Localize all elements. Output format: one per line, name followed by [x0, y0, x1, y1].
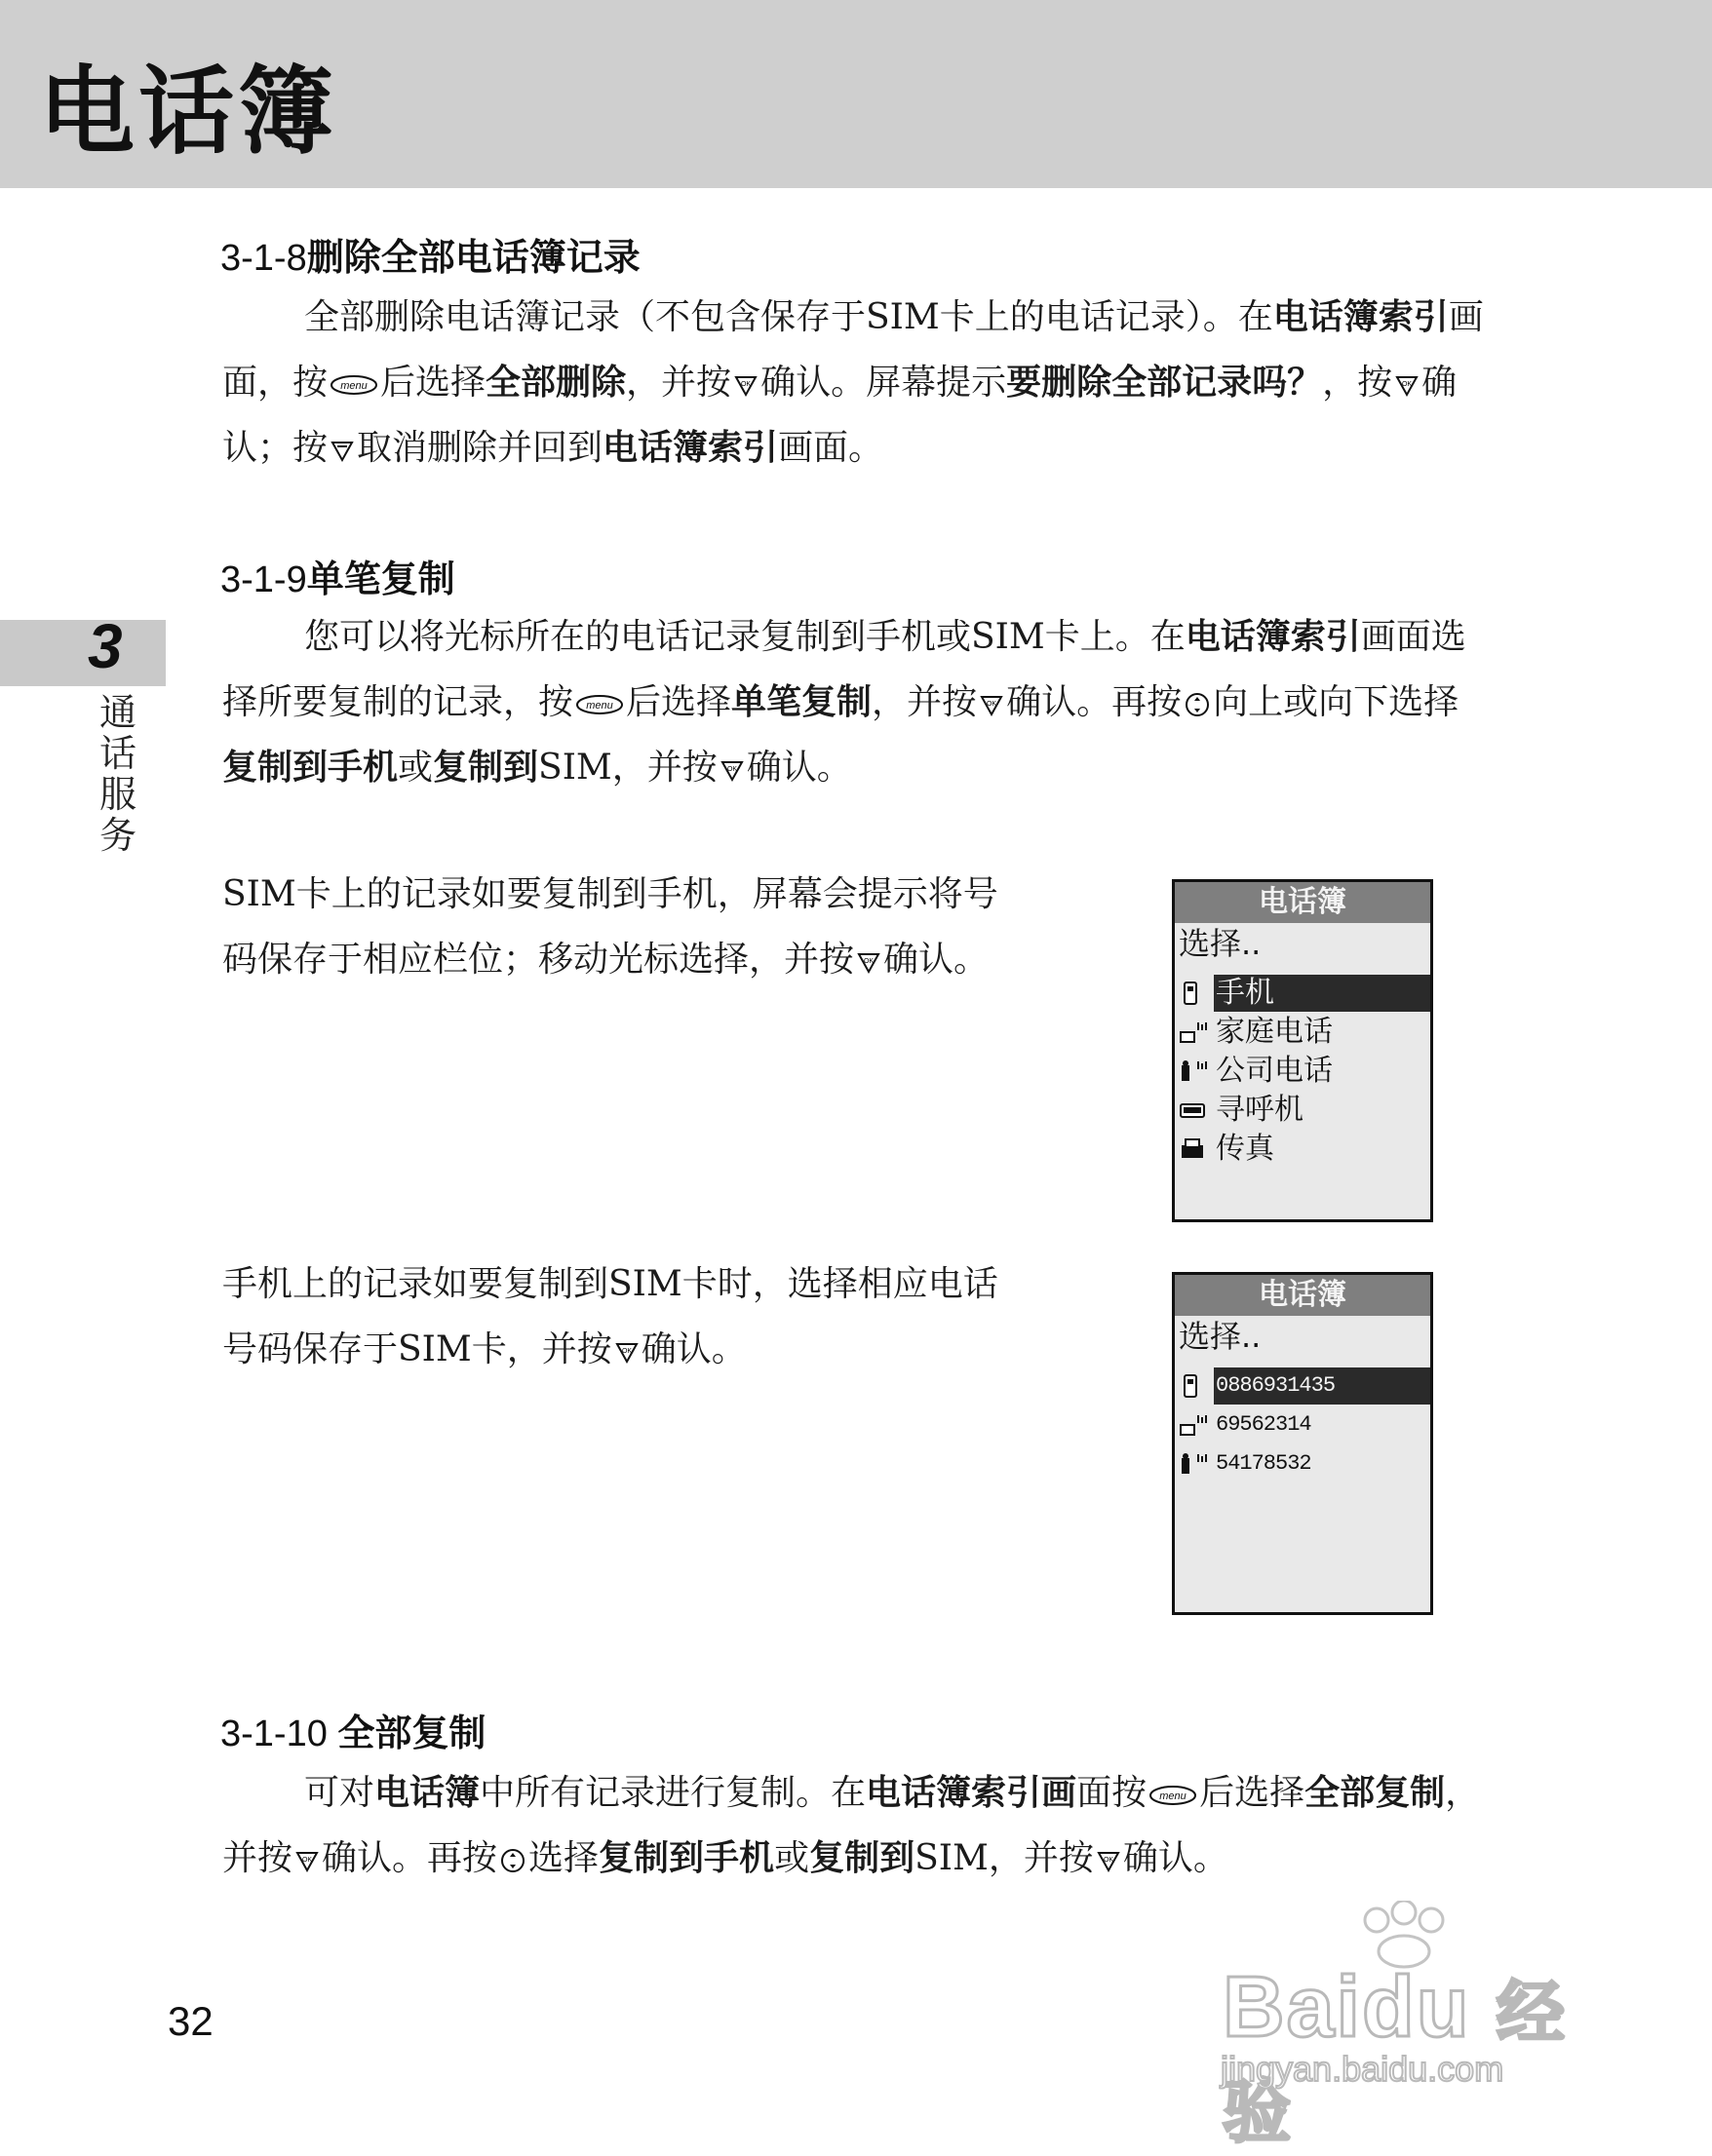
menu-key-icon [1148, 1785, 1197, 1806]
ok-key-icon [720, 757, 745, 783]
svg-text:OK: OK [1402, 381, 1413, 388]
phone-screen-field-select [1172, 879, 1433, 1222]
svg-text:OK: OK [987, 701, 997, 708]
phone-screen-number-select [1172, 1272, 1433, 1615]
section-title: 单笔复制 [306, 558, 455, 600]
section-heading-single-copy [220, 549, 455, 602]
field-list [1175, 974, 1430, 1169]
pager-icon [1179, 1096, 1214, 1125]
menu-key-icon [330, 374, 378, 396]
number-list [1175, 1367, 1430, 1483]
list-item-number[interactable]: 0886931435 [1175, 1367, 1430, 1405]
office-phone-icon [1179, 1057, 1214, 1086]
fax-icon [1179, 1135, 1214, 1164]
screen-title: 电话簿 [1175, 1275, 1430, 1316]
ok-key-icon [1394, 372, 1420, 398]
paragraph-copy-all: 可对电话簿中所有记录进行复制。在电话簿索引画面按 menu 后选择全部复制，并按 OK 确认。再按 选择复制到手机或复制到SIM，并按 OK 确认。 [222, 1773, 1481, 1878]
watermark-url: jingyan.baidu.com [1221, 2049, 1504, 2089]
screen-prompt: 选择.. [1179, 1318, 1262, 1355]
list-item-number[interactable]: 69562314 [1175, 1405, 1430, 1444]
section-number: 3-1-8 [220, 238, 307, 279]
svg-text:OK: OK [301, 1857, 313, 1864]
chapter-label: 通话服务 [98, 691, 136, 857]
svg-text:OK: OK [621, 1348, 632, 1355]
list-item-home-phone[interactable]: 家庭电话 [1175, 1013, 1430, 1052]
cancel-key-icon [330, 438, 355, 463]
office-phone-icon [1179, 1449, 1214, 1479]
page-number: 32 [168, 1998, 214, 2044]
screen-title: 电话簿 [1175, 882, 1430, 923]
list-item-mobile[interactable]: 手机 [1175, 974, 1430, 1013]
list-item-number[interactable]: 54178532 [1175, 1444, 1430, 1483]
watermark-brand: Baidu 经验 [1223, 1958, 1567, 2150]
handset-icon [1179, 1371, 1214, 1401]
page-title: 电话簿 [39, 56, 338, 168]
home-phone-icon [1179, 1410, 1214, 1440]
ok-key-icon [294, 1848, 320, 1873]
paragraph-single-copy: 您可以将光标所在的电话记录复制到手机或SIM卡上。在电话簿索引画面选择所要复制的记录，按 menu 后选择单笔复制，并按 OK 确认。再按 向上或向下选择复制到手机或复制到SIM，并按 OK 确认。 [222, 617, 1466, 788]
section-title: 全部复制 [337, 1712, 486, 1754]
handset-icon [1179, 979, 1214, 1008]
section-number: 3-1-10 [220, 1713, 338, 1754]
baidu-watermark [1209, 1901, 1628, 2150]
navigation-key-icon [1184, 691, 1211, 718]
list-item-office-phone[interactable]: 公司电话 [1175, 1052, 1430, 1091]
ok-key-icon [979, 692, 1004, 717]
note-phone-to-sim: 手机上的记录如要复制到SIM卡时，选择相应电话号码保存于SIM卡，并按 OK 确认。 [222, 1264, 998, 1369]
ok-key-icon [1096, 1848, 1121, 1873]
svg-text:menu: menu [586, 700, 613, 712]
chapter-tab [0, 620, 166, 686]
svg-text:OK: OK [863, 958, 875, 965]
list-item-fax[interactable]: 传真 [1175, 1130, 1430, 1169]
menu-key-icon [575, 694, 624, 715]
svg-text:OK: OK [726, 766, 737, 773]
chapter-number: 3 [88, 611, 123, 681]
list-item-pager[interactable]: 寻呼机 [1175, 1091, 1430, 1130]
section-heading-copy-all [220, 1703, 486, 1756]
section-number: 3-1-9 [220, 559, 307, 600]
paragraph-delete-all: 全部删除电话簿记录（不包含保存于SIM卡上的电话记录）。在电话簿索引画面，按 menu 后选择全部删除，并按 OK 确认。屏幕提示要删除全部记录吗？，按 OK 确认；按 取消删除并回到电话簿索引画面。 [222, 297, 1484, 468]
svg-text:menu: menu [340, 380, 368, 392]
ok-key-icon [856, 949, 881, 975]
ok-key-icon [614, 1339, 640, 1365]
svg-text:menu: menu [1159, 1790, 1187, 1802]
home-phone-icon [1179, 1018, 1214, 1047]
svg-text:OK: OK [741, 381, 752, 388]
note-sim-to-phone: SIM卡上的记录如要复制到手机，屏幕会提示将号码保存于相应栏位；移动光标选择，并按 OK 确认。 [222, 874, 998, 980]
section-heading-delete-all [220, 227, 641, 281]
screen-prompt: 选择.. [1179, 925, 1262, 962]
ok-key-icon [733, 372, 759, 398]
section-title: 删除全部电话簿记录 [306, 236, 641, 279]
navigation-key-icon [499, 1847, 526, 1874]
svg-text:OK: OK [1103, 1857, 1113, 1864]
